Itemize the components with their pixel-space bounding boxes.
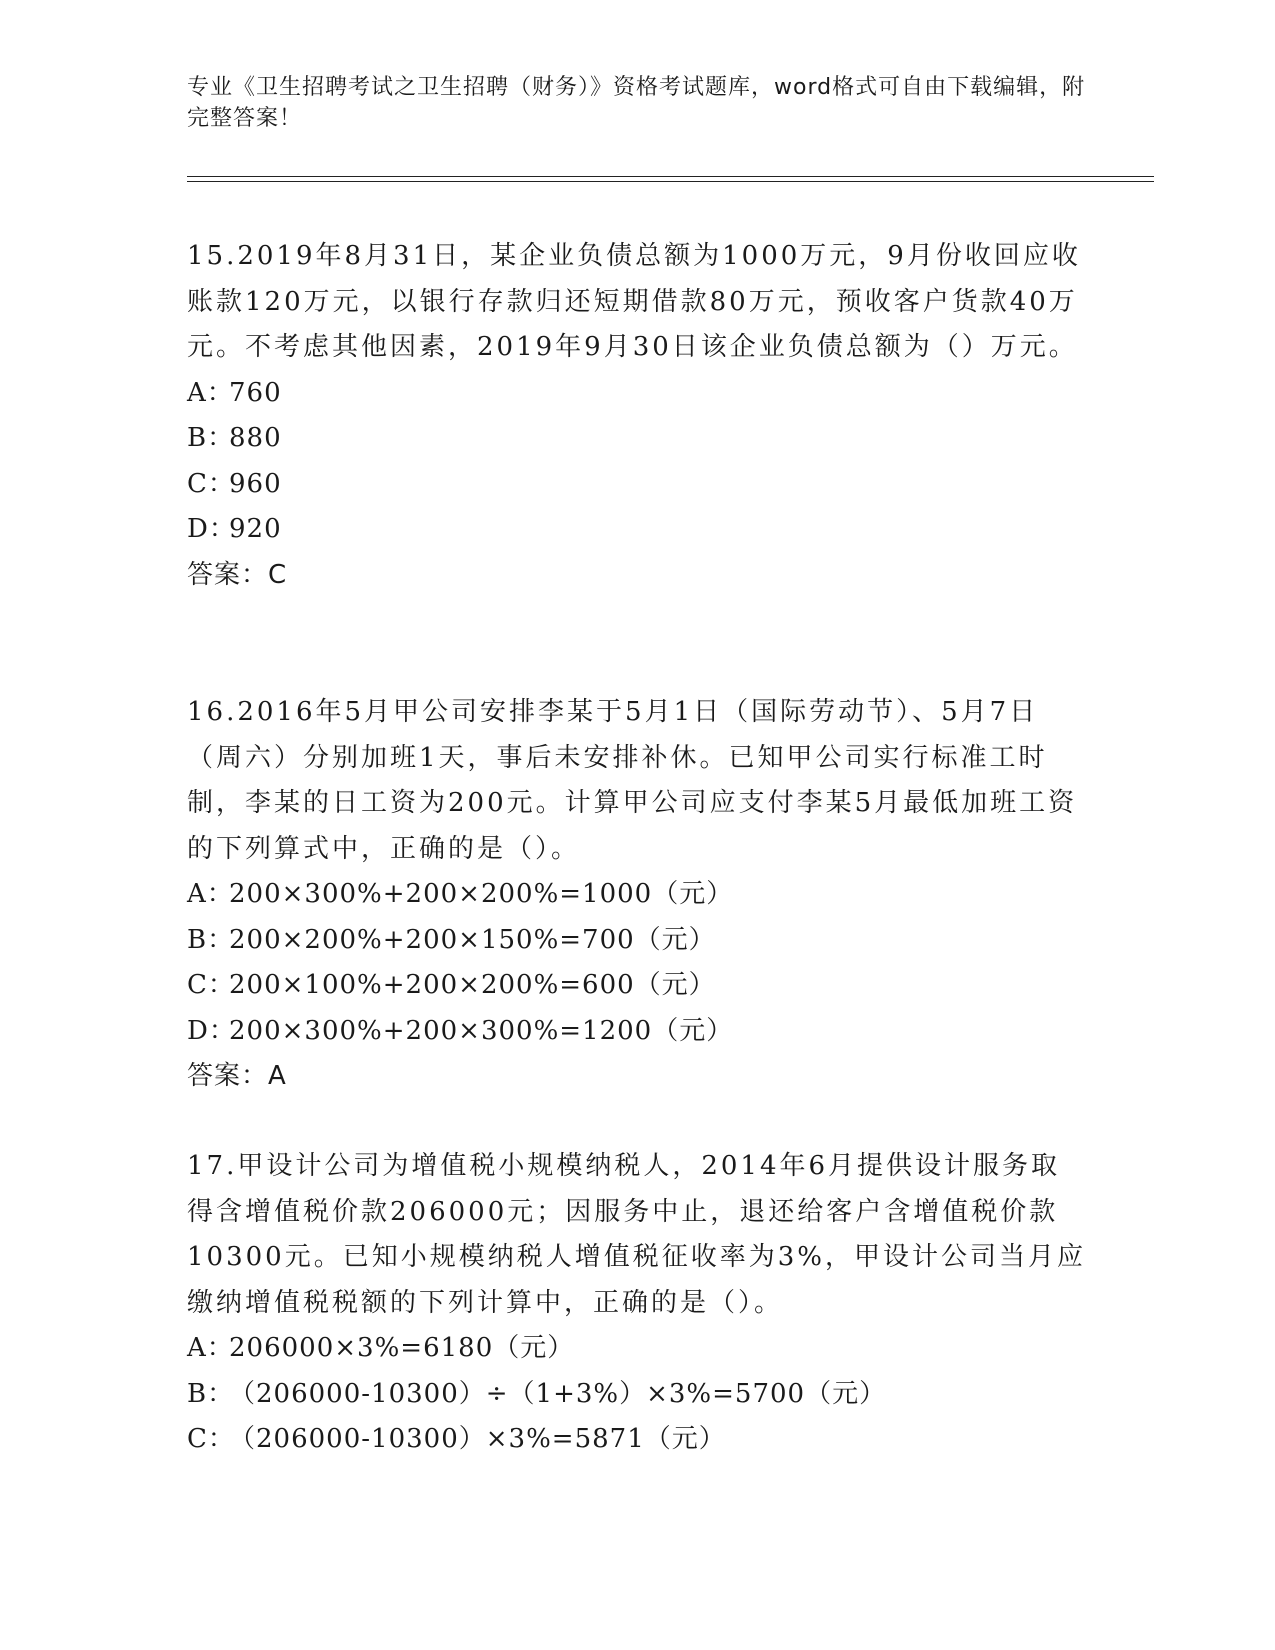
option-text: 880 — [229, 423, 282, 453]
option-label: A： — [187, 879, 234, 909]
question-16 — [187, 690, 1087, 1100]
option-label: D： — [187, 1015, 236, 1046]
option-c — [187, 963, 1087, 1009]
option-b — [187, 416, 1087, 462]
option-d — [187, 507, 1087, 553]
header-rule-bottom — [187, 181, 1154, 182]
question-stem: 17.甲设计公司为增值税小规模纳税人，2014年6月提供设计服务取得含增值税价款206000元；因服务中止，退还给客户含增值税价款10300元。已知小规模纳税人增值税征收率为3%，甲设计公司当月应缴纳增值税税额的下列计算中，正确的是（）。 — [187, 1151, 1086, 1318]
option-text: 200×100%+200×200%=600（元） — [229, 970, 716, 1000]
option-c — [187, 462, 1087, 508]
option-label: C： — [187, 970, 235, 1000]
option-text: 200×300%+200×300%=1200（元） — [229, 1015, 734, 1046]
answer-line: 答案：C — [187, 559, 288, 590]
option-label: C： — [187, 468, 235, 499]
option-text: 920 — [229, 514, 282, 544]
option-a — [187, 371, 1087, 417]
option-label: D： — [187, 514, 236, 544]
question-stem: 16.2016年5月甲公司安排李某于5月1日（国际劳动节）、5月7日（周六）分别加班1天，事后未安排补休。已知甲公司实行标准工时制，李某的日工资为200元。计算甲公司应支付李某5月最低加班工资的下列算式中，正确的是（）。 — [187, 697, 1078, 864]
option-c — [187, 1417, 1087, 1463]
option-text: 206000×3%=6180（元） — [229, 1333, 575, 1363]
option-text: （206000-10300）÷（1+3%）×3%=5700（元） — [229, 1378, 887, 1409]
option-b — [187, 918, 1087, 964]
option-a — [187, 872, 1087, 918]
option-a — [187, 1326, 1087, 1372]
question-17 — [187, 1144, 1087, 1463]
question-stem: 15.2019年8月31日，某企业负债总额为1000万元，9月份收回应收账款120万元，以银行存款归还短期借款80万元，预收客户货款40万元。不考虑其他因素，2019年9月30日该企业负债总额为（）万元。 — [187, 241, 1081, 362]
answer-line: 答案：A — [187, 1061, 287, 1091]
option-text: 760 — [229, 377, 282, 408]
option-label: A： — [187, 1333, 234, 1363]
option-label: B： — [187, 1378, 235, 1409]
option-text: 200×300%+200×200%=1000（元） — [229, 879, 734, 909]
document-header: 专业《卫生招聘考试之卫生招聘（财务）》资格考试题库，word格式可自由下载编辑，附完整答案！ — [187, 75, 1086, 131]
option-label: A： — [187, 377, 234, 408]
header-rule-top — [187, 176, 1154, 177]
option-text: （206000-10300）×3%=5871（元） — [229, 1424, 726, 1454]
option-label: C： — [187, 1424, 235, 1454]
option-b — [187, 1372, 1087, 1418]
option-d — [187, 1009, 1087, 1055]
option-text: 200×200%+200×150%=700（元） — [229, 924, 716, 955]
option-label: B： — [187, 423, 235, 453]
question-15 — [187, 234, 1087, 598]
option-text: 960 — [229, 468, 282, 499]
option-label: B： — [187, 924, 235, 955]
